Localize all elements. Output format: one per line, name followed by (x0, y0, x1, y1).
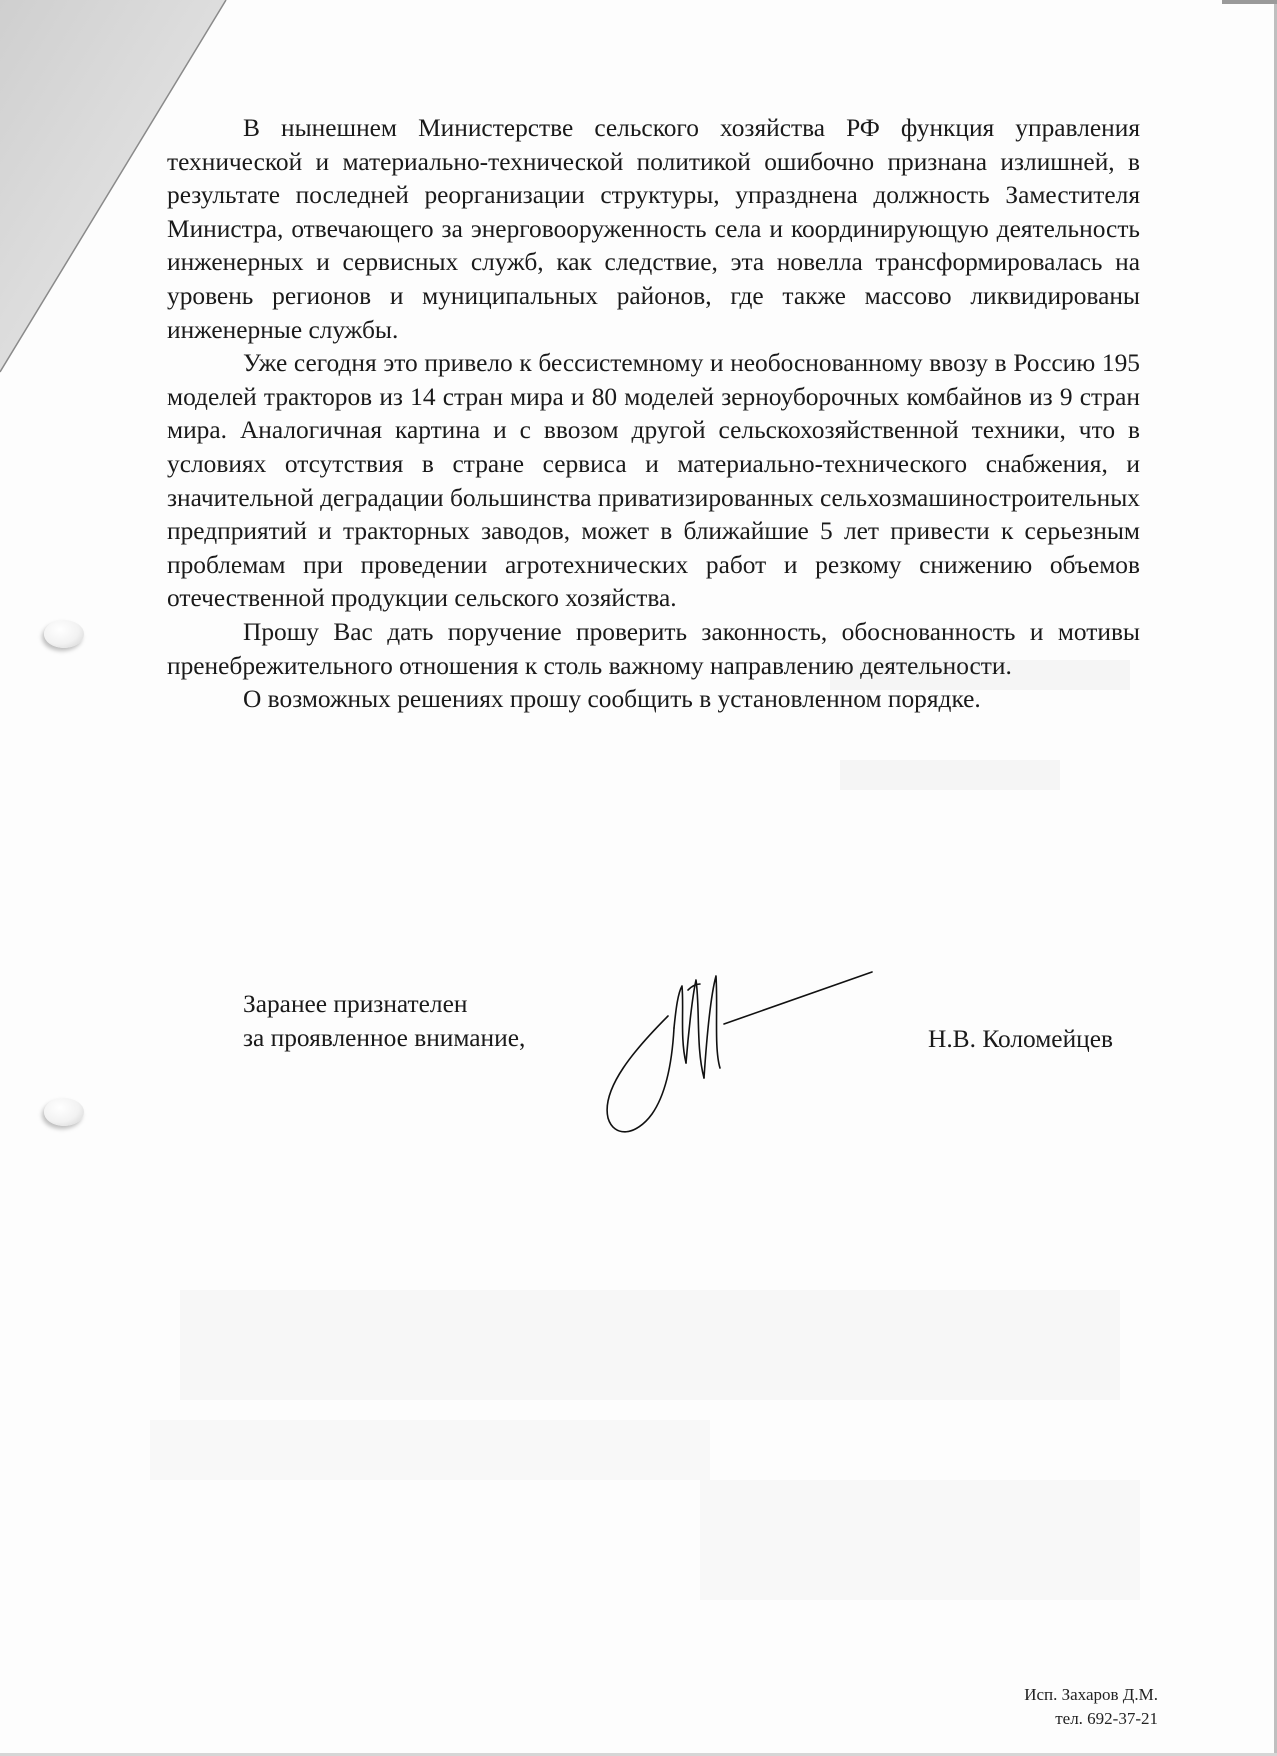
punch-hole (44, 1098, 84, 1126)
bleed-through-shade (180, 1290, 1120, 1400)
paragraph: В нынешнем Министерстве сельского хозяйства РФ функция управления технической и материально-технической политикой ошибочно признана излишней, в результате последней реорганизации структуры, упразднена должность Заместителя Министра, отвечающего за энерговооруженность села и координирующую деятельность инженерных и сервисных служб, как следствие, эта новелла трансформировалась на уровень регионов и муниципальных районов, где также массово ликвидированы инженерные службы. (167, 114, 1140, 344)
paragraph: Уже сегодня это привело к бессистемному и необоснованному ввозу в Россию 195 моделей тракторов из 14 стран мира и 80 моделей зерноуборочных комбайнов из 9 стран мира. Аналогичная картина и с ввозом другой сельскохозяйственной техники, что в условиях отсутствия в стране сервиса и материально-технического снабжения, и значительной деградации большинства приватизированных сельхозмашиностроительных предприятий и тракторных заводов, может в ближайшие 5 лет привести к серьезным проблемам при проведении агротехнических работ и резкому снижению объемов отечественной продукции сельского хозяйства. (167, 349, 1140, 613)
executor-phone: тел. 692-37-21 (1055, 1709, 1158, 1728)
bleed-through-shade (840, 760, 1060, 790)
closing-line: Заранее признателен (243, 990, 468, 1018)
punch-hole (44, 620, 84, 648)
handwritten-signature (596, 968, 896, 1148)
bleed-through-shade (150, 1420, 710, 1480)
letter-body (167, 112, 1140, 717)
paragraph: О возможных решениях прошу сообщить в установленном порядке. (243, 685, 981, 714)
paragraph: Прошу Вас дать поручение проверить законность, обоснованность и мотивы пренебрежительного отношения к столь важному направлению деятельности. (167, 617, 1140, 680)
closing-line: за проявленное внимание, (243, 1024, 526, 1052)
executor-name: Исп. Захаров Д.М. (1024, 1685, 1158, 1704)
executor-info (1024, 1683, 1158, 1731)
signer-name: Н.В. Коломейцев (928, 1025, 1113, 1053)
bleed-through-shade (700, 1480, 1140, 1600)
closing-phrase (243, 987, 525, 1055)
scan-edge-top (1222, 0, 1277, 4)
